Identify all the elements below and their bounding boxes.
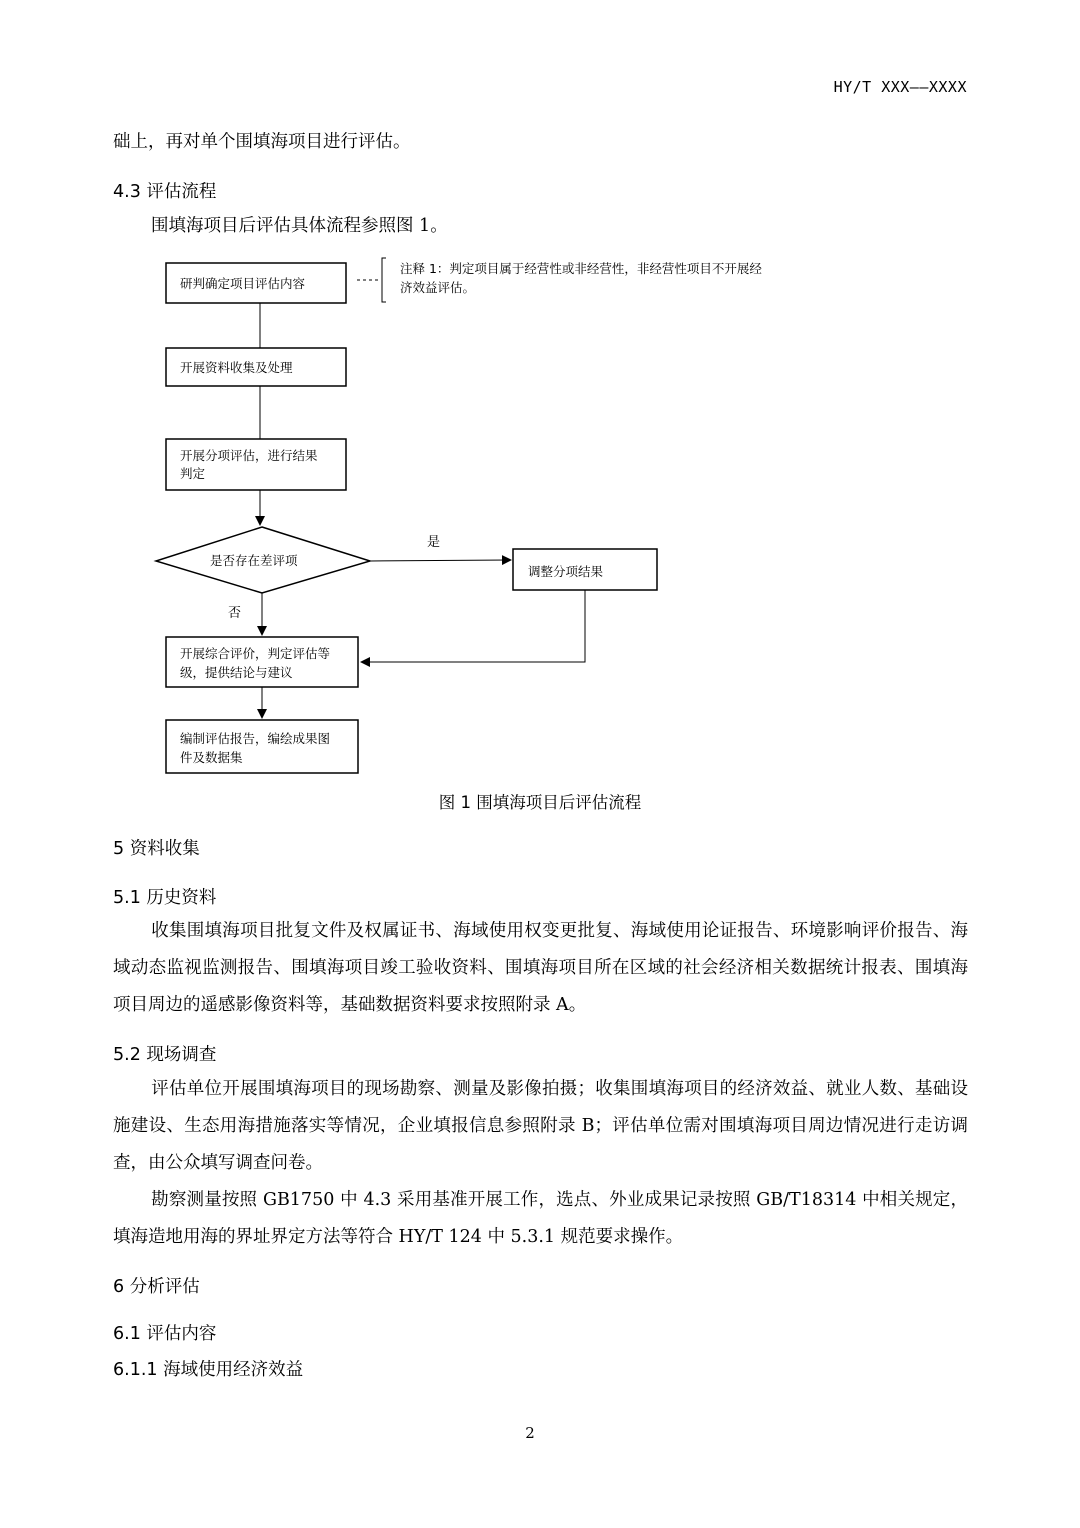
step-5-label-line-1: 编制评估报告，编绘成果图 — [180, 731, 331, 746]
step-1-label: 研判确定项目评估内容 — [180, 276, 306, 291]
section-6-1-heading: 6.1 评估内容 — [113, 1324, 217, 1344]
step-3-label-line-1: 开展分项评估，进行结果 — [180, 448, 318, 463]
continuation-text: 础上，再对单个围填海项目进行评估。 — [113, 132, 411, 152]
figure-caption: 图 1 围填海项目后评估流程 — [438, 793, 642, 812]
no-label: 否 — [228, 606, 242, 621]
section-5-2-text-2: 勘察测量按照 GB1750 中 4.3 采用基准开展工作，选点、外业成果记录按照 GB/T18314 中相关规定，填海造地用海的界址界定方法等符合 HY/T 124 中 5.3.1 规范要求操作。 — [113, 1190, 968, 1247]
section-5-1-text: 收集围填海项目批复文件及权属证书、海域使用权变更批复、海域使用论证报告、环境影响评价报告、海域动态监视监测报告、围填海项目竣工验收资料、围填海项目所在区域的社会经济相关数据统计报表、围填海项目周边的遥感影像资料等，基础数据资料要求按照附录 A。 — [113, 921, 968, 1015]
section-5-1-heading: 5.1 历史资料 — [113, 888, 217, 908]
section-4-3-intro: 围填海项目后评估具体流程参照图 1。 — [151, 216, 448, 236]
step-2-label: 开展资料收集及处理 — [180, 360, 293, 375]
note-line-1: 注释 1：判定项目属于经营性或非经营性，非经营性项目不开展经 — [400, 261, 762, 276]
step-4-label-line-2: 级，提供结论与建议 — [180, 665, 293, 680]
yes-arrow — [370, 560, 511, 561]
section-5-heading: 5 资料收集 — [113, 839, 200, 859]
standard-code: HY/T XXX——XXXX — [833, 78, 967, 96]
decision-label: 是否存在差评项 — [210, 553, 298, 568]
note-line-2: 济效益评估。 — [400, 280, 476, 295]
adjust-label: 调整分项结果 — [528, 564, 604, 579]
section-4-3-heading: 4.3 评估流程 — [113, 182, 217, 202]
page-number: 2 — [525, 1424, 535, 1442]
section-5-2-paragraph-1 — [113, 1071, 968, 1182]
section-5-2-paragraph-2 — [113, 1182, 968, 1256]
step-4-label-line-1: 开展综合评价，判定评估等 — [180, 646, 331, 661]
step-3-label-line-2: 判定 — [180, 466, 206, 481]
yes-label: 是 — [427, 535, 441, 550]
step-5-label-line-2: 件及数据集 — [180, 750, 243, 765]
step-5-box — [166, 720, 358, 773]
section-6-heading: 6 分析评估 — [113, 1277, 200, 1297]
section-6-1-1-heading: 6.1.1 海域使用经济效益 — [113, 1360, 304, 1380]
section-5-1-paragraph — [113, 913, 968, 1024]
step-3-box — [166, 439, 346, 490]
section-5-2-text-1: 评估单位开展围填海项目的现场勘察、测量及影像拍摄；收集围填海项目的经济效益、就业人数、基础设施建设、生态用海措施落实等情况，企业填报信息参照附录 B；评估单位需对围填海项目周边情况进行走访调查，由公众填写调查问卷。 — [113, 1079, 968, 1173]
section-5-2-heading: 5.2 现场调查 — [113, 1045, 217, 1065]
adjust-return-arrow — [361, 590, 585, 662]
note-bracket — [382, 258, 386, 302]
